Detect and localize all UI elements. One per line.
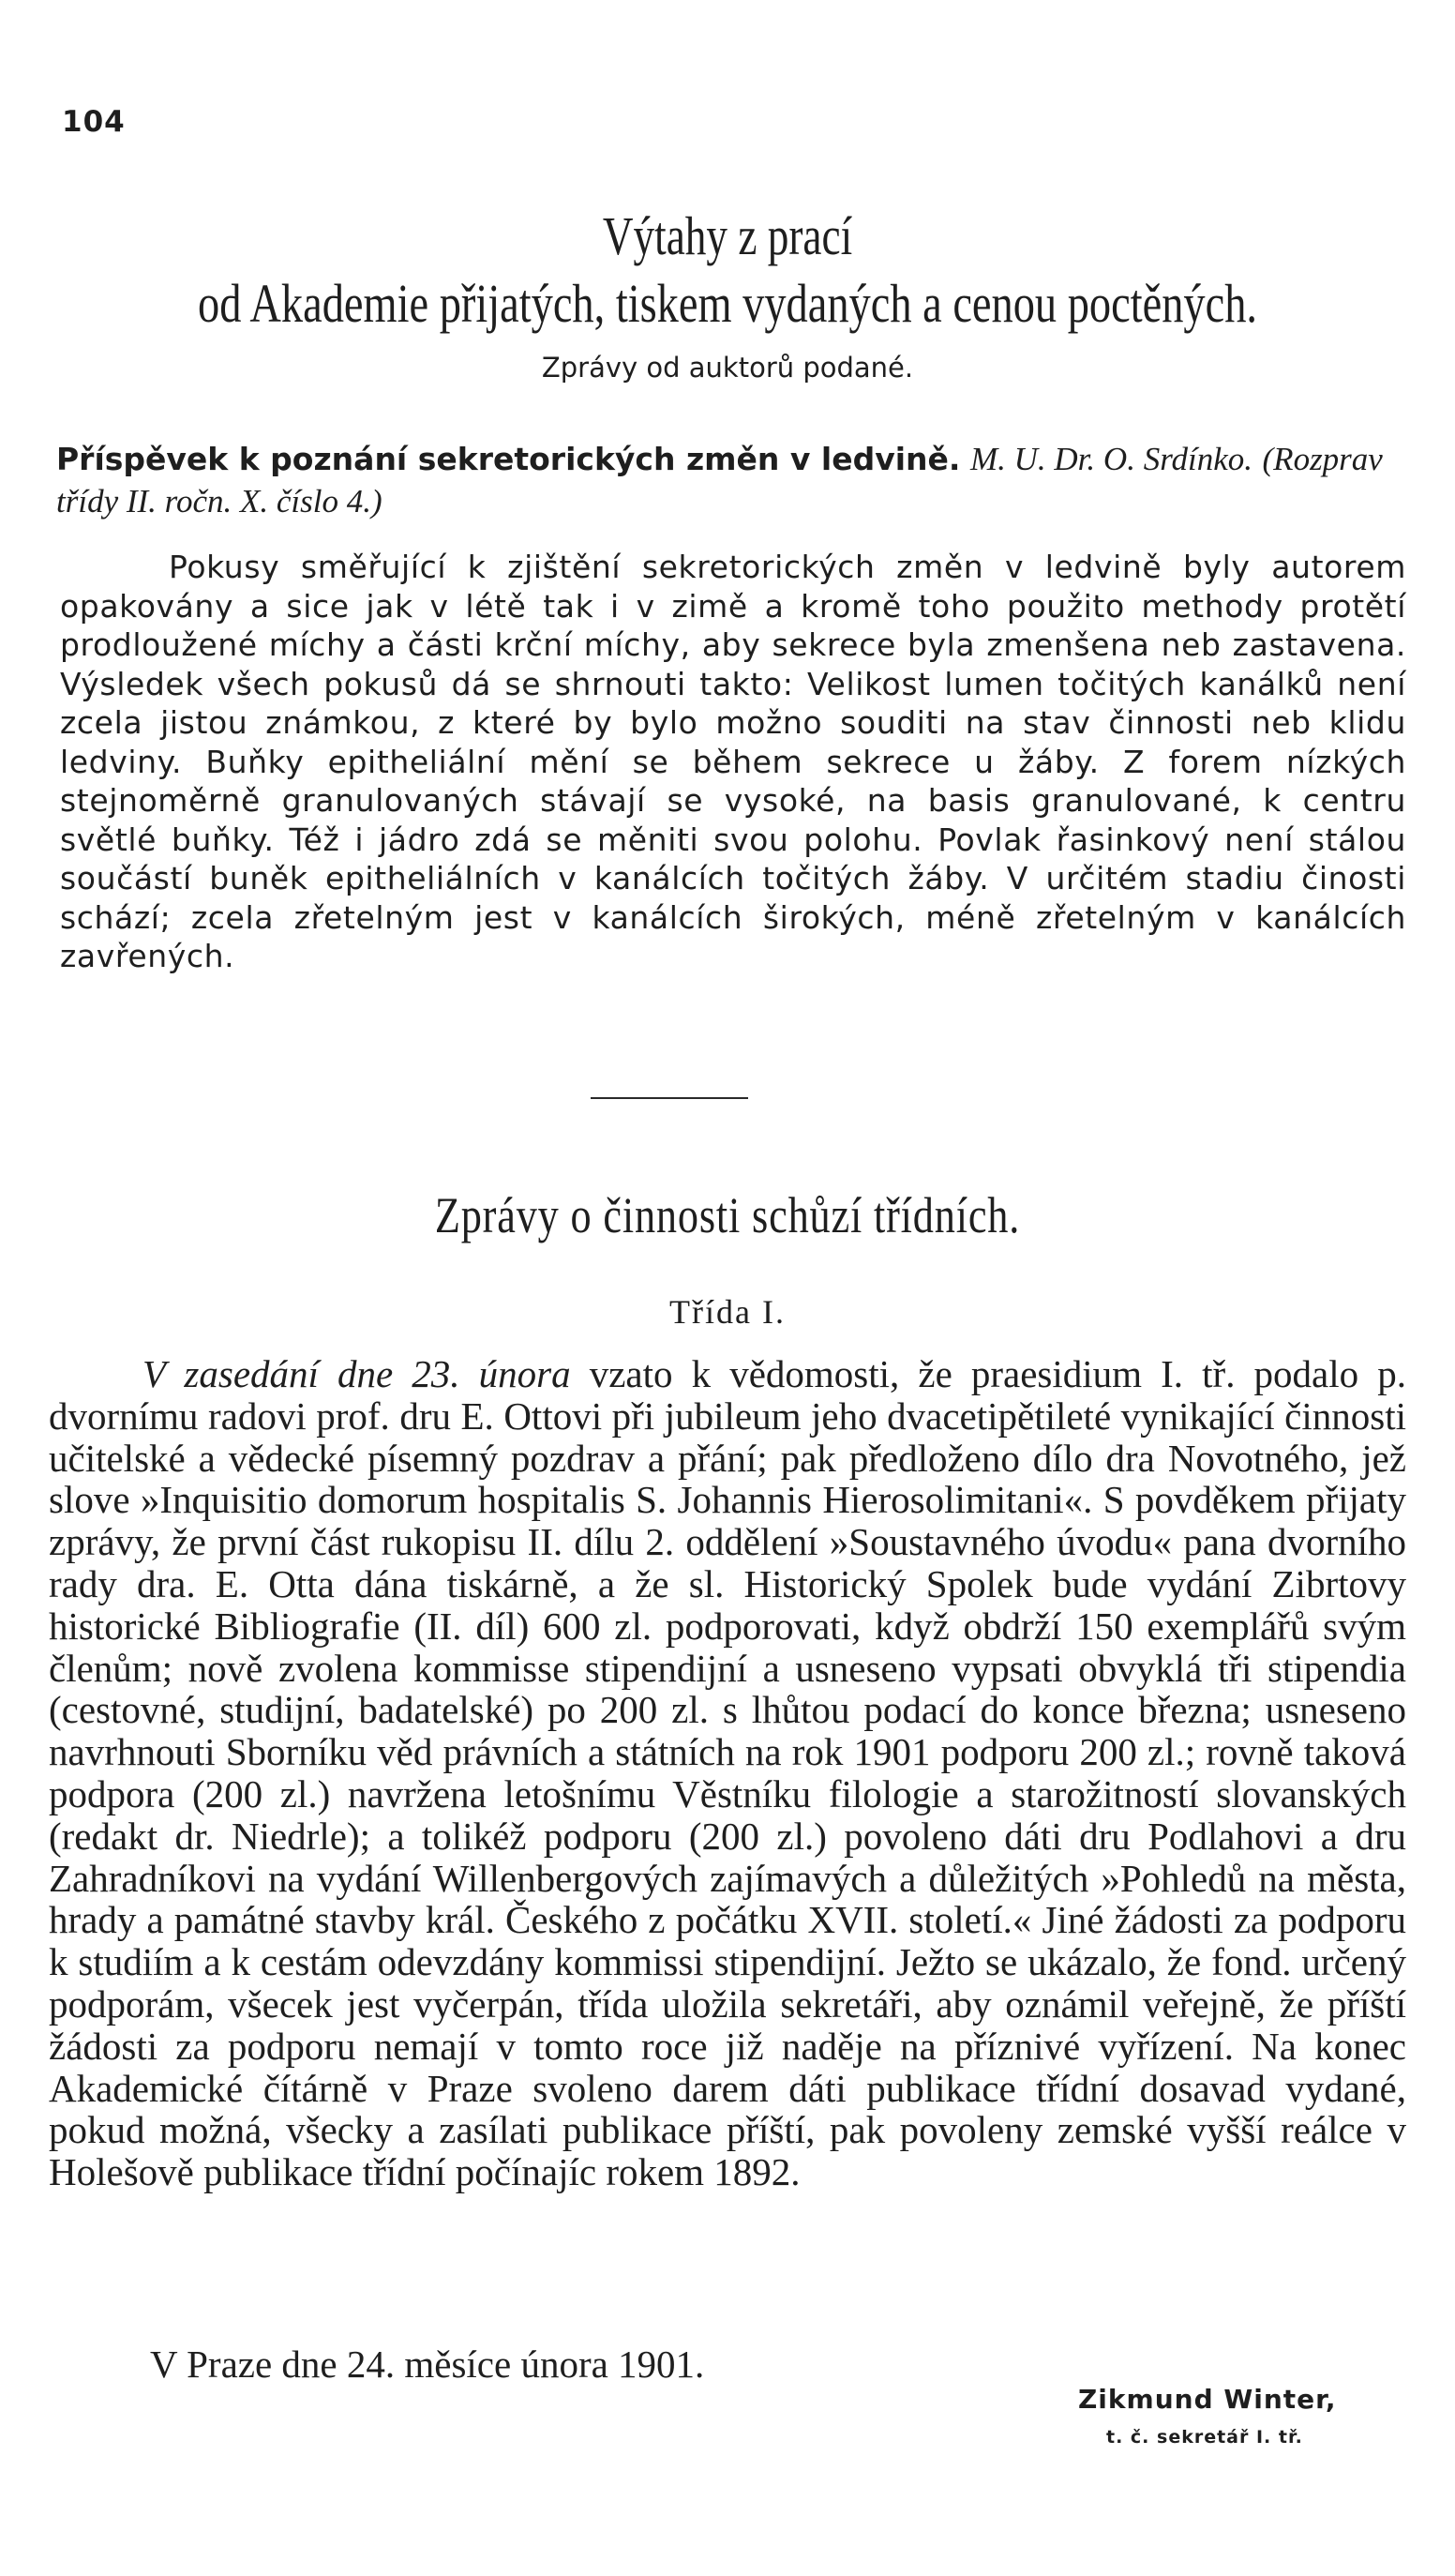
session-report-lead: V zasedání dne 23. února bbox=[142, 1352, 571, 1395]
signature-name: Zikmund Winter, bbox=[1078, 2384, 1337, 2415]
heading-line-1: Výtahy z prací bbox=[602, 205, 853, 266]
article-source: (Rozprav třídy II. ročn. X. číslo 4.) bbox=[56, 441, 1383, 520]
section-divider bbox=[591, 1097, 748, 1099]
section-title: Zprávy o činnosti schůzí třídních. bbox=[434, 1187, 1021, 1243]
date-line: V Praze dne 24. měsíce února 1901. bbox=[150, 2343, 705, 2386]
article-abstract: Pokusy směřující k zjištění sekretorických změn v ledvině byly autorem opakovány a sice jak v létě tak i v zimě a kromě toho použito methody protětí prodloužené míchy a části krční míchy, aby sekrece byla zmenšena neb zastavena. Výsledek všech pokusů dá se shrnouti takto: Velikost lumen točitých kanálků není zcela jistou známkou, z které by bylo možno souditi na stav činnosti neb klidu ledviny. Buňky epitheliální mění se během sekrece u žáby. Z forem nízkých stejnoměrně granulovaných stávají se vysoké, na basis granulované, k centru světlé buňky. Též i jádro zdá se měniti svou polohu. Povlak řasinkový není stálou součástí buněk epitheliálních v kanálcích točitých žáby. V určitém stadiu činosti schází; zcela zřetelným jest v kanálcích širokých, méně zřetelným v kanálcích zavřených. bbox=[60, 549, 1406, 974]
heading-line-2: od Akademie přijatých, tiskem vydaných a cenou poctěných. bbox=[197, 273, 1257, 334]
article-heading bbox=[56, 438, 1406, 522]
signature-title: t. č. sekretář I. tř. bbox=[1106, 2427, 1303, 2448]
session-report-body: vzato k vědomosti, že praesidium I. tř. podalo p. dvornímu radovi prof. dru E. Ottovi při jubileum jeho dvacetipětileté vynikající činnosti učitelské a vědecké písemný pozdrav a přání; pak předloženo dílo dra Novotného, jež slove »Inquisitio domorum hospitalis S. Johannis Hierosolimitani«. S povděkem přijaty zprávy, že první část rukopisu II. dílu 2. oddělení »Soustavného úvodu« pana dvorního rady dra. E. Otta dána tiskárně, a že sl. Historický Spolek bude vydání Zibrtovy historické Bibliografie (II. díl) 600 zl. podporovati, když obdrží 150 exemplářů svým členům; nově zvolena kommisse stipendijní a usneseno vypsati obvyklá tři stipendia (cestovné, studijní, badatelské) po 200 zl. s lhůtou podací do konce března; usneseno navrhnouti Sborníku věd právních a státních na rok 1901 podporu 200 zl.; rovně taková podpora (200 zl.) navržena letošnímu Věstníku filologie a starožitností slovanských (redakt dr. Niedrle); a tolikéž podporu (200 zl.) povoleno dáti dru Podlahovi a dru Zahradníkovi na vydání Willenbergových zajímavých a důležitých »Pohledů na města, hrady a památné stavby král. Českého z počátku XVII. století.« Jiné žádosti za podporu k studiím a k cestám odevzdány kommissi stipendijní. Ježto se ukázalo, že fond. určený podporám, všecek jest vyčerpán, třída uložila sekretáři, aby oznámil veřejně, že příští žádosti za podporu nemají v tomto roce již naděje na příznivé vyřízení. Na konec Akademické čítárně v Praze svoleno darem dáti publikace třídní dosavad vydané, pokud možná, všecky a zasílati publikace příští, pak povoleny zemské vyšší reálce v Holešově publikace třídní počínajíc rokem 1892. bbox=[49, 1352, 1406, 2194]
session-report bbox=[49, 1353, 1406, 2193]
article-author: M. U. Dr. O. Srdínko. bbox=[969, 441, 1253, 477]
heading-subtitle: Zprávy od auktorů podané. bbox=[541, 352, 914, 384]
article-title: Příspěvek k poznání sekretorických změn v ledvině. bbox=[56, 441, 961, 477]
class-title: Třída I. bbox=[669, 1293, 786, 1331]
page-number: 104 bbox=[62, 105, 126, 139]
